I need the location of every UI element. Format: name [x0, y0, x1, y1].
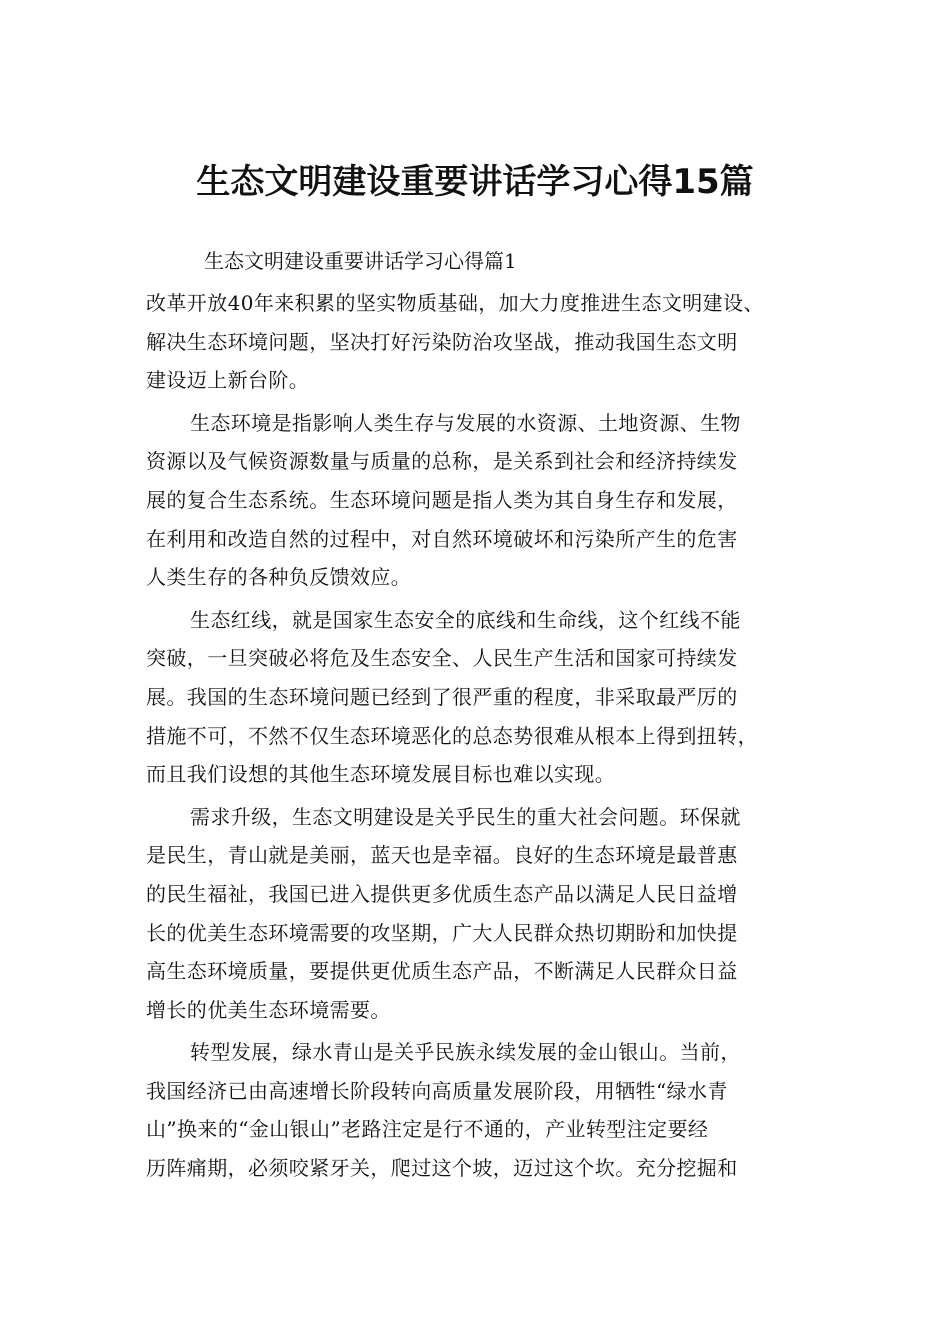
text-line: 是民生，青山就是美丽，蓝天也是幸福。良好的生态环境是最普惠 [146, 843, 738, 868]
text-line: 转型发展，绿水青山是关乎民族永续发展的金山银山。当前， [190, 1040, 741, 1065]
section-heading: 生态文明建设重要讲话学习心得篇1 [204, 249, 517, 273]
paragraph [146, 798, 812, 1030]
text-line: 展。我国的生态环境问题已经到了很严重的程度，非采取最严厉的 [146, 684, 738, 709]
document-body [146, 284, 812, 1192]
text-line: 山”换来的“金山银山”老路注定是行不通的，产业转型注定要经 [146, 1117, 709, 1142]
text-line: 在利用和改造自然的过程中，对自然环境破坏和污染所产生的危害 [146, 526, 738, 551]
text-line: 展的复合生态系统。生态环境问题是指人类为其自身生存和发展， [146, 487, 738, 512]
text-line: 增长的优美生态环境需要。 [146, 997, 391, 1022]
text-line: 生态环境是指影响人类生存与发展的水资源、土地资源、生物 [190, 410, 741, 435]
text-line: 生态红线，就是国家生态安全的底线和生命线，这个红线不能 [190, 607, 741, 632]
text-line: 措施不可，不然不仅生态环境恶化的总态势很难从根本上得到扭转， [146, 723, 758, 748]
text-line: 资源以及气候资源数量与质量的总称，是关系到社会和经济持续发 [146, 449, 738, 474]
text-line: 的民生福祉，我国已进入提供更多优质生态产品以满足人民日益增 [146, 881, 738, 906]
paragraph [146, 1033, 812, 1187]
text-line: 改革开放40年来积累的坚实物质基础，加大力度推进生态文明建设、 [146, 291, 764, 315]
text-line: 历阵痛期，必须咬紧牙关，爬过这个坡，迈过这个坎。充分挖掘和 [146, 1156, 738, 1181]
text-line: 解决生态环境问题，坚决打好污染防治攻坚战，推动我国生态文明 [146, 329, 738, 354]
paragraph [146, 404, 812, 597]
paragraph [146, 284, 812, 400]
text-line: 长的优美生态环境需要的攻坚期，广大人民群众热切期盼和加快提 [146, 920, 738, 945]
text-line: 高生态环境质量，要提供更优质生态产品，不断满足人民群众日益 [146, 959, 738, 984]
text-line: 需求升级，生态文明建设是关乎民生的重大社会问题。环保就 [190, 804, 741, 829]
paragraph [146, 601, 812, 794]
document-title: 生态文明建设重要讲话学习心得15篇 [196, 162, 754, 202]
text-line: 建设迈上新台阶。 [146, 368, 310, 393]
text-line: 人类生存的各种负反馈效应。 [146, 565, 412, 590]
text-line: 突破，一旦突破必将危及生态安全、人民生产生活和国家可持续发 [146, 646, 738, 671]
text-line: 我国经济已由高速增长阶段转向高质量发展阶段，用牺牲“绿水青 [146, 1078, 728, 1103]
text-line: 而且我们设想的其他生态环境发展目标也难以实现。 [146, 762, 616, 787]
